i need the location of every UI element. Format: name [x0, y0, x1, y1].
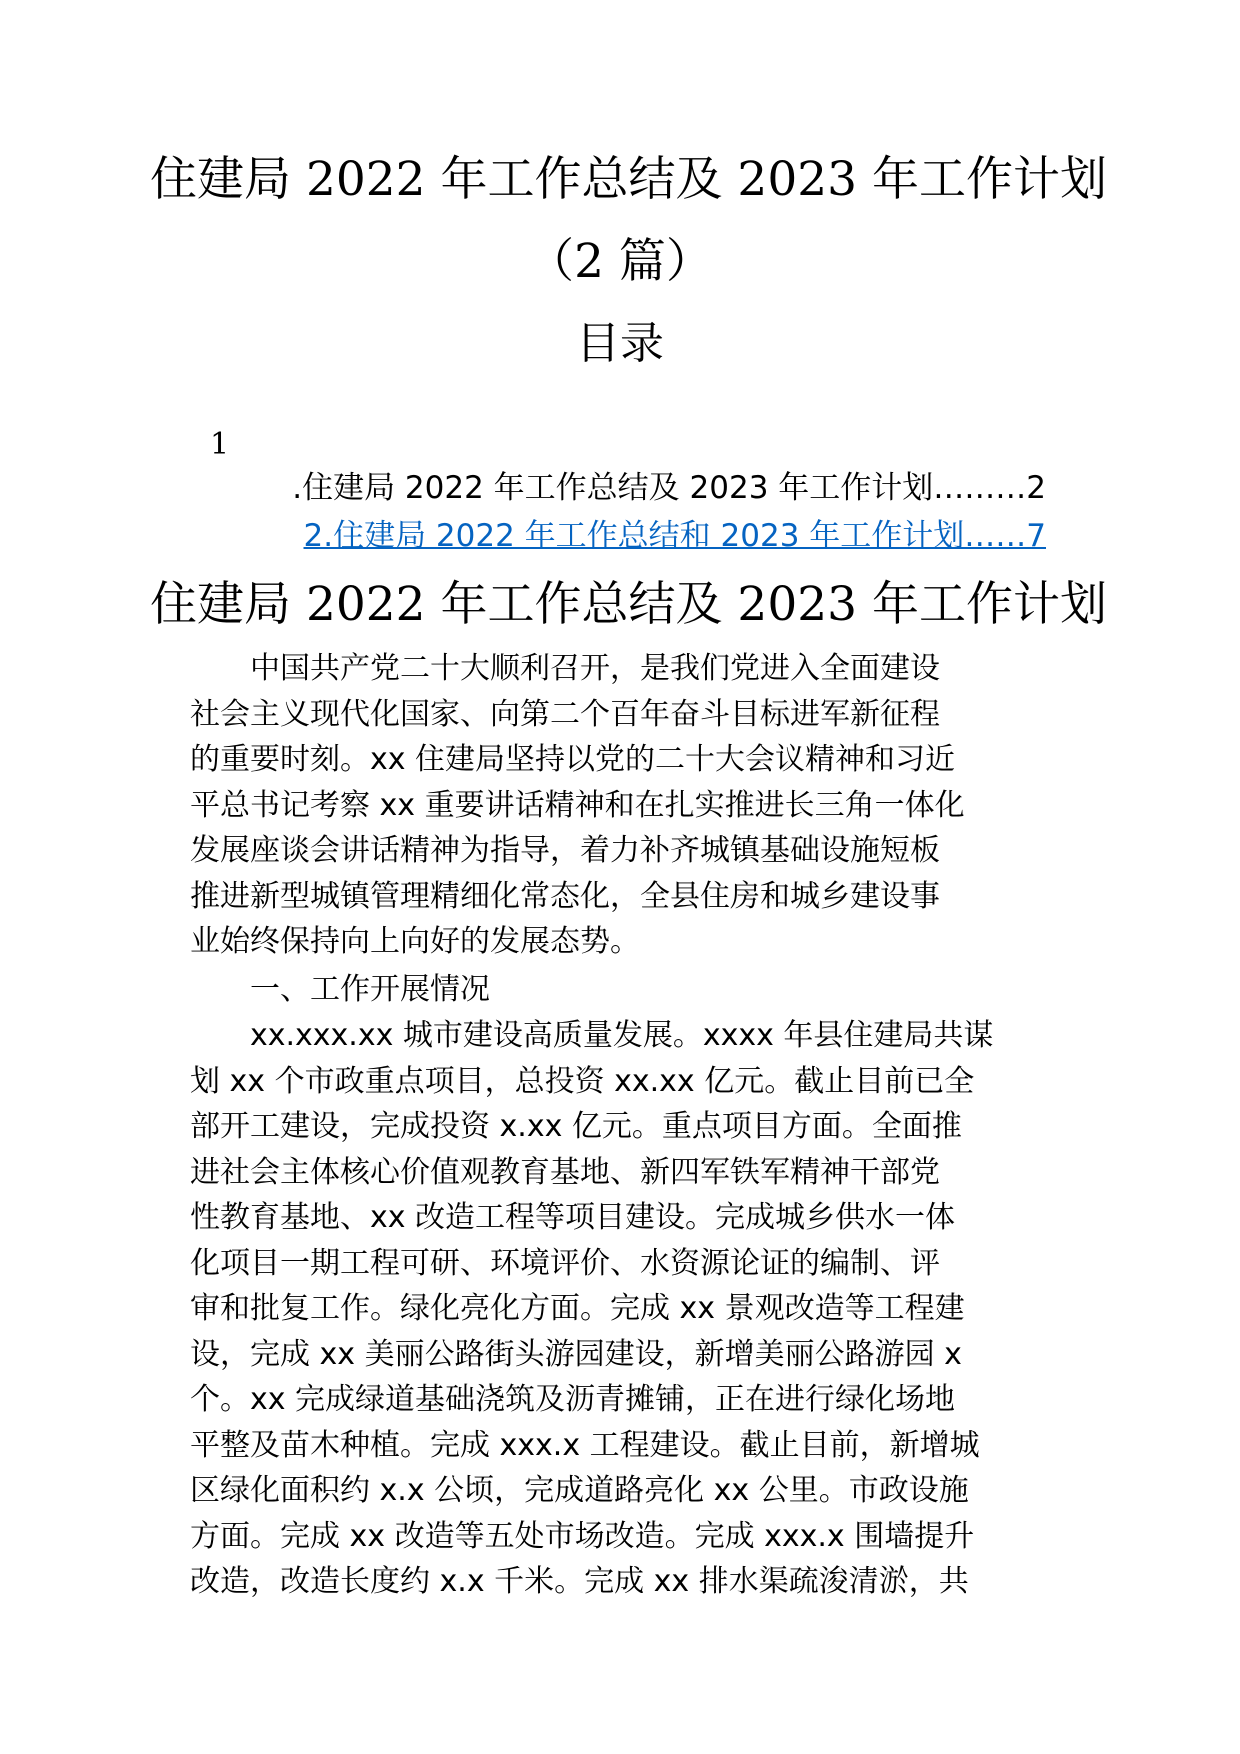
- paragraph-line: 区绿化面积约 x.x 公顷，完成道路亮化 xx 公里。市政设施: [190, 1473, 969, 1508]
- section-subheading: 一、工作开展情况: [250, 972, 490, 1007]
- paragraph-line: 化项目一期工程可研、环境评价、水资源论证的编制、评: [190, 1245, 940, 1281]
- paragraph-line: 平整及苗木种植。完成 xxx.x 工程建设。截止目前，新增城: [190, 1427, 980, 1463]
- paragraph-line: 发展座谈会讲话精神为指导，着力补齐城镇基础设施短板: [190, 833, 940, 868]
- paragraph-line: 中国共产党二十大顺利召开，是我们党进入全面建设: [250, 651, 940, 686]
- toc-item-2-link[interactable]: 2.住建局 2022 年工作总结和 2023 年工作计划……7: [303, 518, 1046, 554]
- paragraph-line: 推进新型城镇管理精细化常态化，全县住房和城乡建设事: [190, 878, 940, 914]
- paragraph-line: 方面。完成 xx 改造等五处市场改造。完成 xxx.x 围墙提升: [190, 1518, 975, 1554]
- paragraph-line: xx.xxx.xx 城市建设高质量发展。xxxx 年县住建局共谋: [250, 1018, 994, 1053]
- document-title-line1: 住建局 2022 年工作总结及 2023 年工作计划: [150, 152, 1107, 207]
- document-title-line2: （2 篇）: [527, 234, 713, 289]
- paragraph-line: 设，完成 xx 美丽公路街头游园建设，新增美丽公路游园 x: [190, 1336, 962, 1372]
- paragraph-line: 个。xx 完成绿道基础浇筑及沥青摊铺，正在进行绿化场地: [190, 1382, 956, 1417]
- paragraph-work-progress: [190, 1013, 1050, 1605]
- paragraph-line: 进社会主体核心价值观教育基地、新四军铁军精神干部党: [190, 1154, 940, 1190]
- toc-item-1[interactable]: .住建局 2022 年工作总结及 2023 年工作计划………2: [292, 470, 1046, 506]
- paragraph-line: 部开工建设，完成投资 x.xx 亿元。重点项目方面。全面推: [190, 1109, 962, 1144]
- paragraph-line: 性教育基地、xx 改造工程等项目建设。完成城乡供水一体: [190, 1200, 956, 1235]
- paragraph-line: 划 xx 个市政重点项目，总投资 xx.xx 亿元。截止目前已全: [190, 1063, 975, 1099]
- paragraph-line: 审和批复工作。绿化亮化方面。完成 xx 景观改造等工程建: [190, 1291, 965, 1326]
- paragraph-line: 社会主义现代化国家、向第二个百年奋斗目标进军新征程: [190, 696, 940, 732]
- paragraph-line: 平总书记考察 xx 重要讲话精神和在扎实推进长三角一体化: [190, 787, 965, 823]
- section-title: 住建局 2022 年工作总结及 2023 年工作计划: [150, 577, 1107, 632]
- paragraph-intro: [190, 646, 1050, 965]
- toc-number: 1: [210, 427, 230, 462]
- toc-heading: 目录: [576, 318, 664, 369]
- paragraph-line: 改造，改造长度约 x.x 千米。完成 xx 排水渠疏浚清淤，共: [190, 1564, 969, 1599]
- paragraph-line: 的重要时刻。xx 住建局坚持以党的二十大会议精神和习近: [190, 742, 956, 777]
- paragraph-line: 业始终保持向上向好的发展态势。: [190, 924, 640, 959]
